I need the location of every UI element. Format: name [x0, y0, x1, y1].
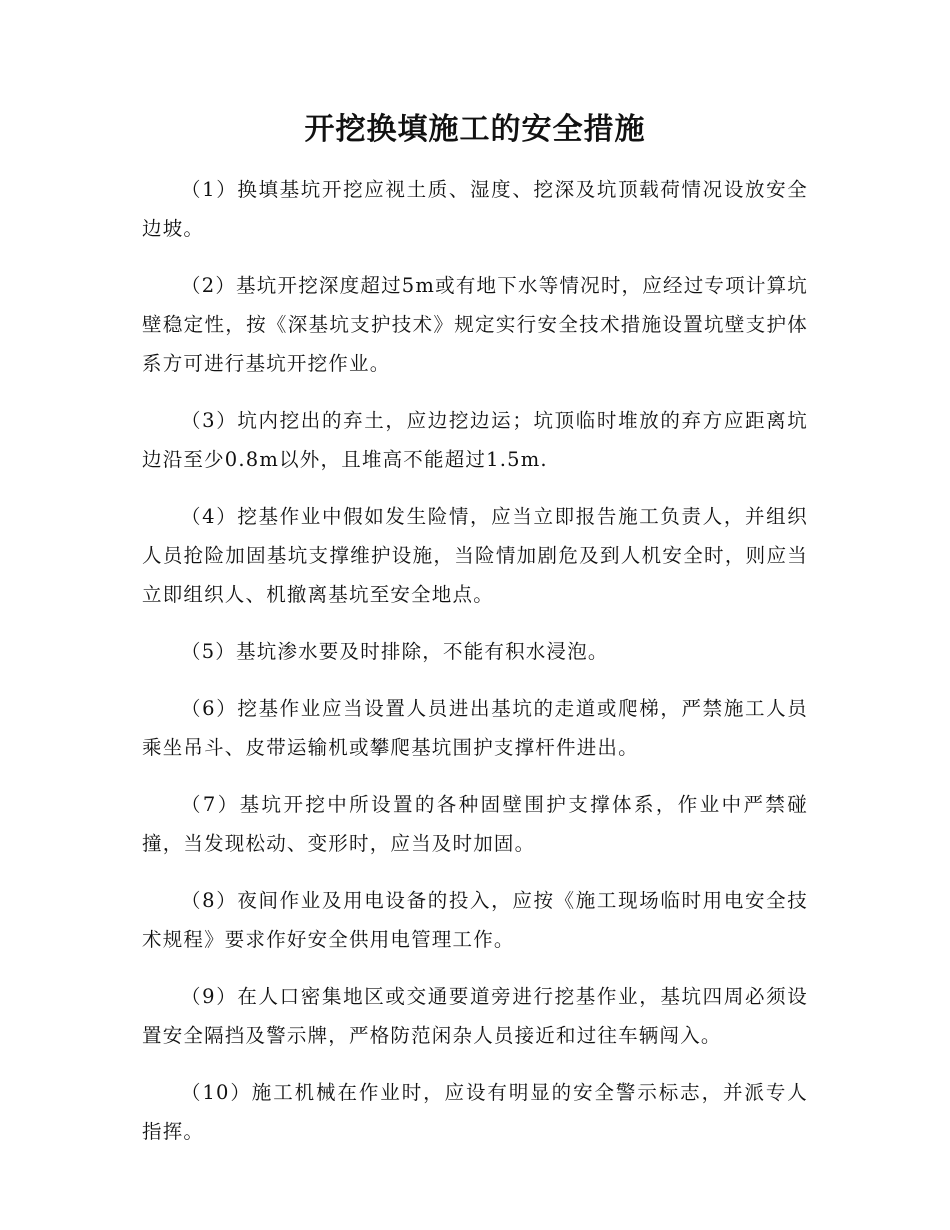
measure-item-9: （9）在人口密集地区或交通要道旁进行挖基作业，基坑四周必须设置安全隔挡及警示牌，严格防范闲杂人员接近和过往车辆闯入。 — [142, 985, 808, 1047]
measure-item-5: （5）基坑渗水要及时排除，不能有积水浸泡。 — [181, 640, 609, 663]
measure-item-8: （8）夜间作业及用电设备的投入，应按《施工现场临时用电安全技术规程》要求作好安全供用电管理工作。 — [142, 889, 808, 951]
measure-list — [142, 170, 808, 1151]
measure-item-2: （2）基坑开挖深度超过5m或有地下水等情况时，应经过专项计算坑壁稳定性，按《深基坑支护技术》规定实行安全技术措施设置坑壁支护体系方可进行基坑开挖作业。 — [142, 274, 808, 375]
measure-item-4: （4）挖基作业中假如发生险情，应当立即报告施工负责人，并组织人员抢险加固基坑支撑维护设施，当险情加剧危及到人机安全时，则应当立即组织人、机撤离基坑至安全地点。 — [142, 505, 808, 606]
measure-item-7: （7）基坑开挖中所设置的各种固壁围护支撑体系，作业中严禁碰撞，当发现松动、变形时，应当及时加固。 — [142, 793, 808, 855]
measure-item-1: （1）换填基坑开挖应视土质、湿度、挖深及坑顶载荷情况设放安全边坡。 — [142, 178, 808, 240]
measure-item-3: （3）坑内挖出的弃土，应边挖边运；坑顶临时堆放的弃方应距离坑边沿至少0.8m以外，且堆高不能超过1.5m. — [142, 409, 808, 471]
document-title: 开挖换填施工的安全措施 — [304, 112, 646, 147]
measure-item-10: （10）施工机械在作业时，应设有明显的安全警示标志，并派专人指挥。 — [142, 1081, 808, 1143]
measure-item-6: （6）挖基作业应当设置人员进出基坑的走道或爬梯，严禁施工人员乘坐吊斗、皮带运输机或攀爬基坑围护支撑杆件进出。 — [142, 697, 808, 759]
document-page — [142, 112, 808, 1169]
